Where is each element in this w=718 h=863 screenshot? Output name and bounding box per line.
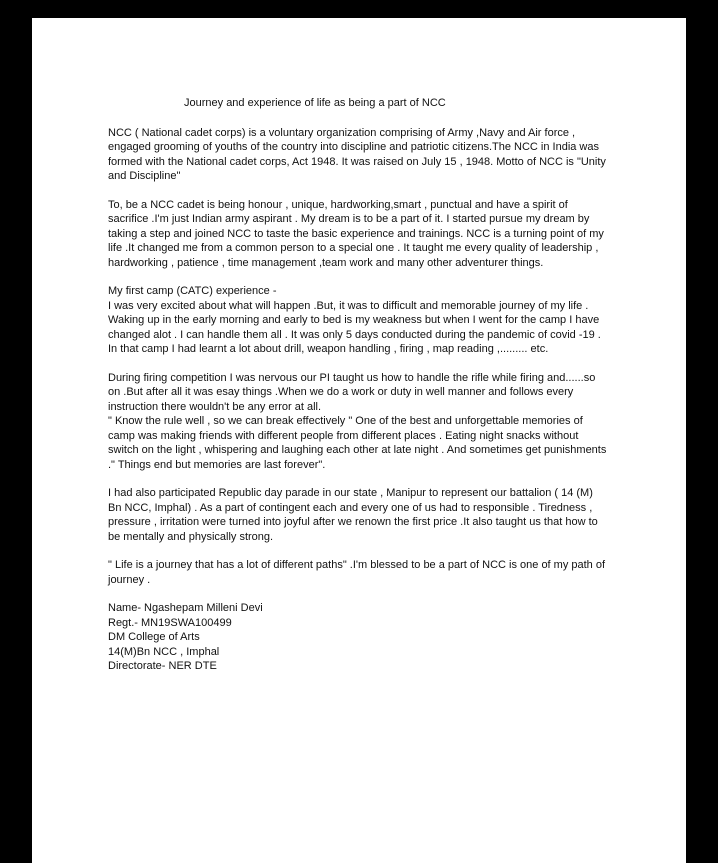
- signature-block: Name- Ngashepam Milleni Devi Regt.- MN19SWA100499 DM College of Arts 14(M)Bn NCC , Imphal Directorate- NER DTE: [108, 602, 263, 672]
- paragraph-firing-competition: During firing competition I was nervous our PI taught us how to handle the rifle while firing and......so on .But after all it was esay things .When we do a work or duty in well manner and follows every instruction there wouldn't be any error at all. " Know the rule well , so we can break effectively " One of the best and unforgettable memories of camp was making friends with different people from different places . Eating night snacks without switch on the light , whispering and laughing each other at late night . And sometimes get punishments ." Things end but memories are last forever".: [108, 371, 607, 471]
- document-content: [108, 96, 608, 685]
- document-title: Journey and experience of life as being a part of NCC: [184, 97, 446, 109]
- paragraph-being-cadet: To, be a NCC cadet is being honour , unique, hardworking,smart , punctual and have a spirit of sacrifice .I'm just Indian army aspirant . My dream is to be a part of it. I started pursue my dream by taking a step and joined NCC to taste the basic experience and trainings. NCC is a turning point of my life .It changed me from a common person to a special one . It taught me every quality of leadership , hardworking , patience , time management ,team work and many other adventurer things.: [108, 198, 604, 269]
- paragraph-first-camp: My first camp (CATC) experience - I was very excited about what will happen .But, it was to difficult and memorable journey of my life . Waking up in the early morning and early to bed is my weakness but when I went for the camp I have changed alot . I can handle them all . It was only 5 days conducted during the pandemic of covid -19 . In that camp I had learnt a lot about drill, weapon handling , firing , map reading ,......... etc.: [108, 285, 601, 355]
- document-page: [32, 18, 686, 863]
- paragraph-republic-day: I had also participated Republic day parade in our state , Manipur to represent our battalion ( 14 (M) Bn NCC, Imphal) . As a part of contingent each and every one of us had to responsible . Tiredness , pressure , irritation were turned into joyful after we renown the first price .It also taught us that how to be mentally and physically strong.: [108, 487, 598, 543]
- paragraph-conclusion: " Life is a journey that has a lot of different paths" .I'm blessed to be a part of NCC is one of my path of journey .: [108, 559, 606, 586]
- paragraph-ncc-intro: NCC ( National cadet corps) is a voluntary organization comprising of Army ,Navy and Air force , engaged grooming of youths of the country into discipline and patriotic citizens.The NCC in India was formed with the National cadet corps, Act 1948. It was raised on July 15 , 1948. Motto of NCC is "Unity and Discipline": [108, 126, 606, 182]
